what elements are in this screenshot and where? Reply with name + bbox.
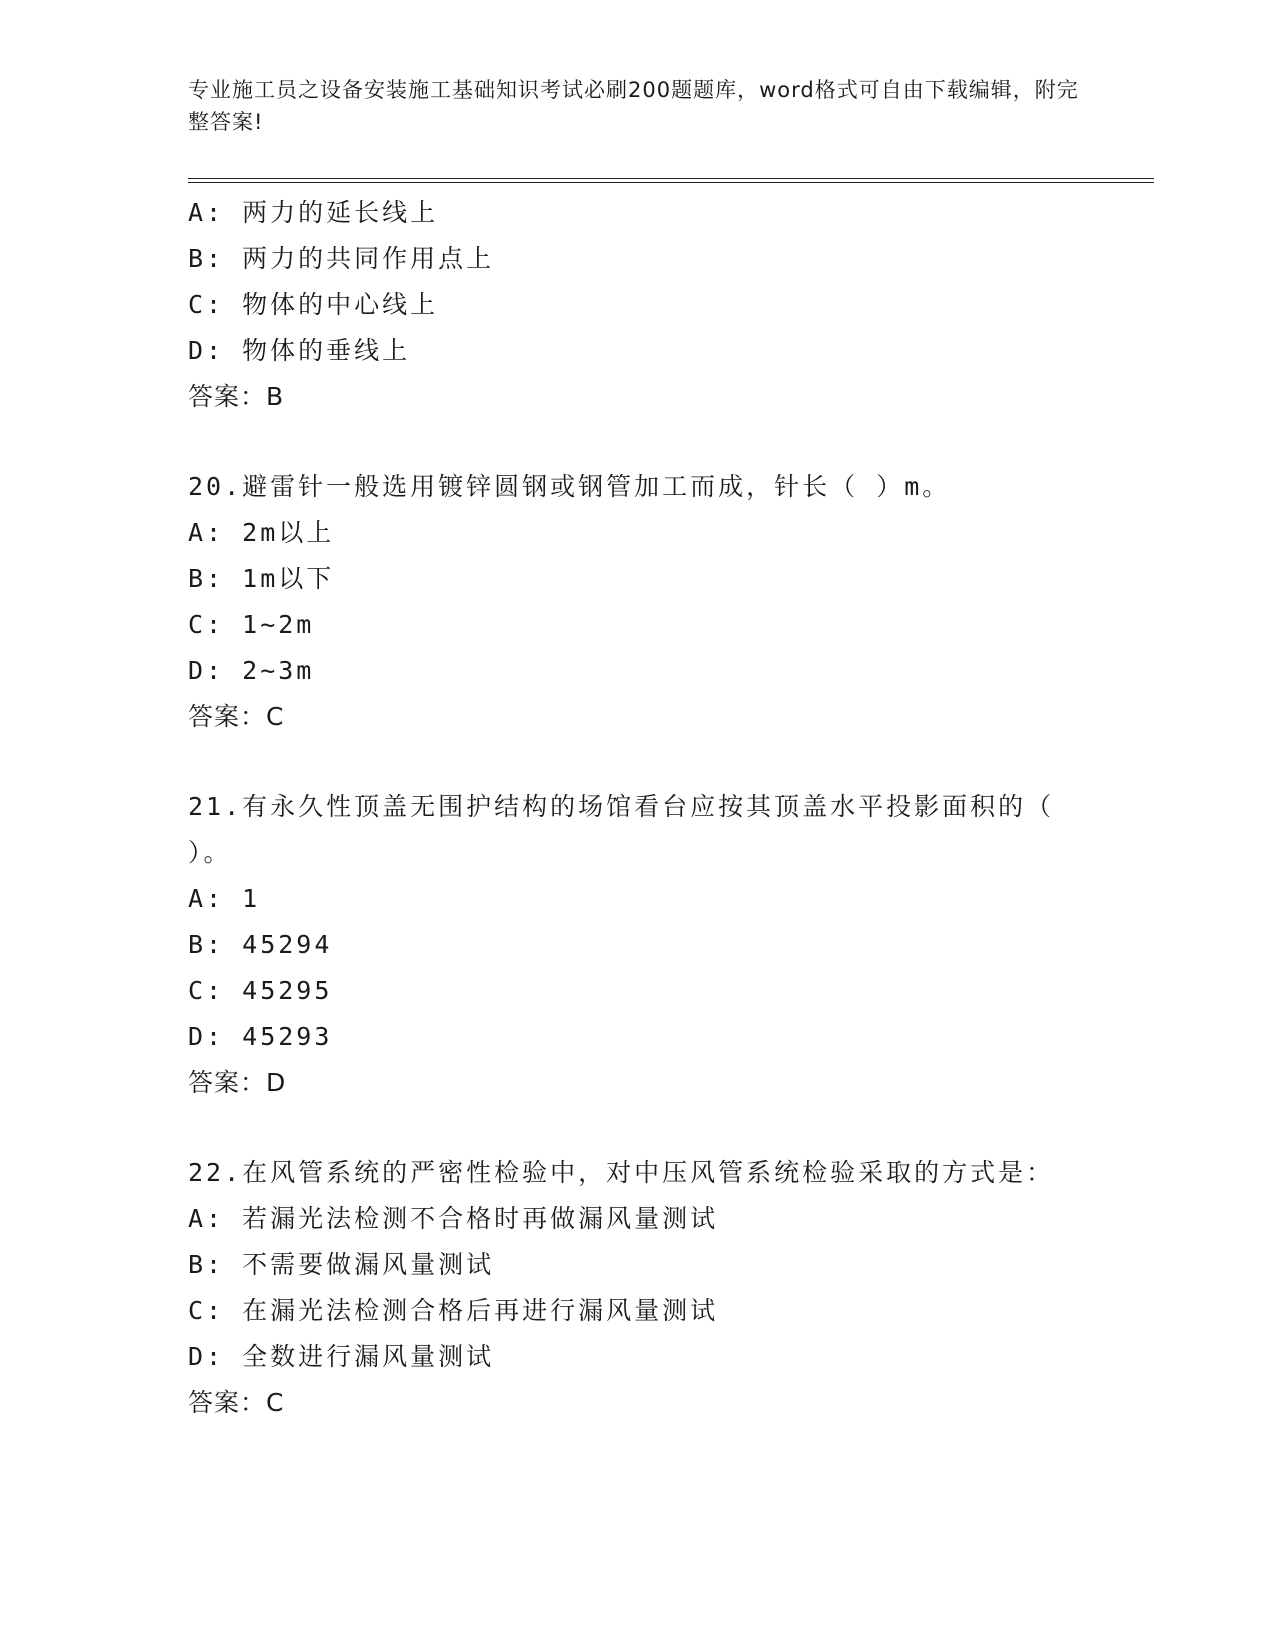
option-d: D: 全数进行漏风量测试 xyxy=(188,1342,495,1371)
option-c: C: 在漏光法检测合格后再进行漏风量测试 xyxy=(188,1296,719,1325)
option-a: A: 两力的延长线上 xyxy=(188,198,439,227)
option-d: D: 物体的垂线上 xyxy=(188,336,411,365)
question-list xyxy=(188,190,1088,1426)
answer: 答案：C xyxy=(188,1388,285,1417)
question-22 xyxy=(188,1150,1088,1426)
option-a: A: 2m以上 xyxy=(188,518,335,547)
option-d: D: 45293 xyxy=(188,1022,333,1051)
option-c: C: 1~2m xyxy=(188,610,315,639)
document-title: 专业施工员之设备安装施工基础知识考试必刷200题题库，word格式可自由下载编辑，附完整答案! xyxy=(188,78,1079,134)
question-20 xyxy=(188,464,1088,740)
option-b: B: 两力的共同作用点上 xyxy=(188,244,495,273)
option-a: A: 1 xyxy=(188,884,261,913)
header-divider xyxy=(188,178,1154,183)
option-a: A: 若漏光法检测不合格时再做漏风量测试 xyxy=(188,1204,719,1233)
question-text: 20.避雷针一般选用镀锌圆钢或钢管加工而成，针长（ ）m。 xyxy=(188,472,951,501)
option-c: C: 45295 xyxy=(188,976,333,1005)
question-21 xyxy=(188,784,1088,1106)
question-text: 21.有永久性顶盖无围护结构的场馆看台应按其顶盖水平投影面积的（ ）。 xyxy=(188,792,1055,867)
answer: 答案：D xyxy=(188,1068,287,1097)
question-19 xyxy=(188,190,1088,420)
option-b: B: 不需要做漏风量测试 xyxy=(188,1250,495,1279)
question-text: 22.在风管系统的严密性检验中，对中压风管系统检验采取的方式是： xyxy=(188,1158,1055,1187)
option-b: B: 45294 xyxy=(188,930,333,959)
answer: 答案：B xyxy=(188,382,285,411)
option-c: C: 物体的中心线上 xyxy=(188,290,439,319)
answer: 答案：C xyxy=(188,702,285,731)
option-d: D: 2~3m xyxy=(188,656,315,685)
option-b: B: 1m以下 xyxy=(188,564,335,593)
